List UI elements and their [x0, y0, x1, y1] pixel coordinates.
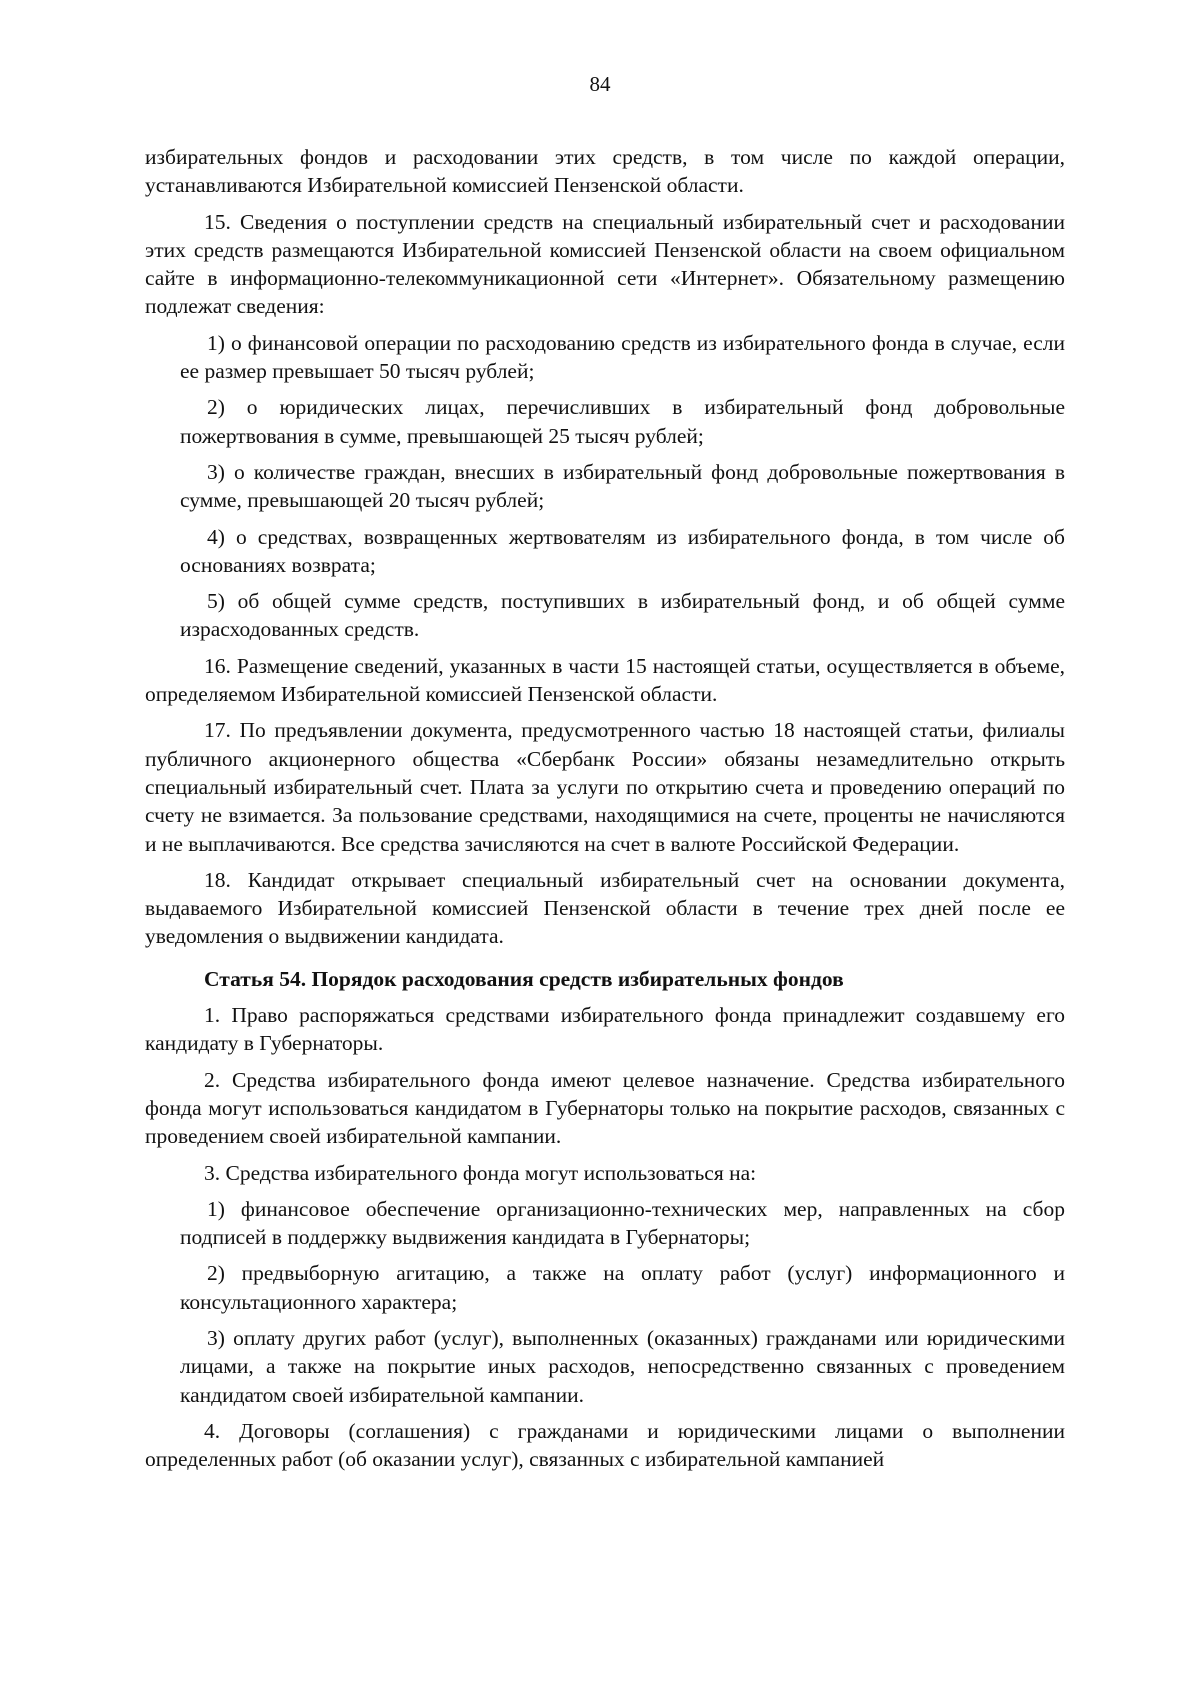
- paragraph-part-16: 16. Размещение сведений, указанных в части 15 настоящей статьи, осуществляется в объеме, определяемом Избирательной комиссией Пензенской области.: [145, 653, 1065, 707]
- paragraph-article-54-part-3: 3. Средства избирательного фонда могут использоваться на:: [204, 1160, 757, 1185]
- article-54-heading: Статья 54. Порядок расходования средств избирательных фондов: [204, 966, 844, 991]
- paragraph-part-17: 17. По предъявлении документа, предусмотренного частью 18 настоящей статьи, филиалы публичного акционерного общества «Сбербанк России» обязаны незамедлительно открыть специальный избирательный счет. Плата за услуги по открытию счета и проведению операций по счету не взимается. За пользование средствами, находящимися на счете, проценты не начисляются и не выплачиваются. Все средства зачисляются на счет в валюте Российской Федерации.: [145, 718, 1065, 856]
- paragraph-article-54-part-1: 1. Право распоряжаться средствами избирательного фонда принадлежит создавшему его кандидату в Губернаторы.: [145, 1003, 1065, 1056]
- list-item-54-3-3: 3) оплату других работ (услуг), выполненных (оказанных) гражданами или юридическими лицами, а также на покрытие иных расходов, непосредственно связанных с проведением кандидатом своей избирательной кампании.: [180, 1325, 1065, 1407]
- paragraph-part-18: 18. Кандидат открывает специальный избирательный счет на основании документа, выдаваемого Избирательной комиссией Пензенской области в течение трех дней после ее уведомления о выдвижении кандидата.: [145, 867, 1065, 949]
- list-item-54-3-2: 2) предвыборную агитацию, а также на оплату работ (услуг) информационного и консультационного характера;: [180, 1261, 1065, 1314]
- list-item-54-3-1: 1) финансовое обеспечение организационно-технических мер, направленных на сбор подписей в поддержку выдвижения кандидата в Губернаторы;: [180, 1196, 1065, 1250]
- list-item-15-2: 2) о юридических лицах, перечисливших в избирательный фонд добровольные пожертвования в сумме, превышающей 25 тысяч рублей;: [180, 395, 1065, 448]
- list-item-15-1: 1) о финансовой операции по расходованию средств из избирательного фонда в случае, если ее размер превышает 50 тысяч рублей;: [180, 330, 1065, 384]
- page-number: 84: [589, 72, 611, 96]
- document-body: [145, 143, 1065, 1481]
- paragraph-article-54-part-4: 4. Договоры (соглашения) с гражданами и юридическими лицами о выполнении определенных работ (об оказании услуг), связанных с избирательной кампанией: [145, 1418, 1065, 1472]
- list-item-15-3: 3) о количестве граждан, внесших в избирательный фонд добровольные пожертвования в сумме, превышающей 20 тысяч рублей;: [180, 459, 1065, 513]
- paragraph-article-54-part-2: 2. Средства избирательного фонда имеют целевое назначение. Средства избирательного фонда могут использоваться кандидатом в Губернаторы только на покрытие расходов, связанных с проведением своей избирательной кампании.: [145, 1067, 1065, 1149]
- paragraph-continuation: избирательных фондов и расходовании этих средств, в том числе по каждой операции, устанавливаются Избирательной комиссией Пензенской области.: [145, 145, 1065, 198]
- list-item-15-5: 5) об общей сумме средств, поступивших в избирательный фонд, и об общей сумме израсходованных средств.: [180, 589, 1065, 642]
- list-item-15-4: 4) о средствах, возвращенных жертвователям из избирательного фонда, в том числе об основаниях возврата;: [180, 524, 1065, 577]
- paragraph-part-15: 15. Сведения о поступлении средств на специальный избирательный счет и расходовании этих средств размещаются Избирательной комиссией Пензенской области на своем официальном сайте в информационно-телекоммуникационной сети «Интернет». Обязательному размещению подлежат сведения:: [145, 209, 1065, 319]
